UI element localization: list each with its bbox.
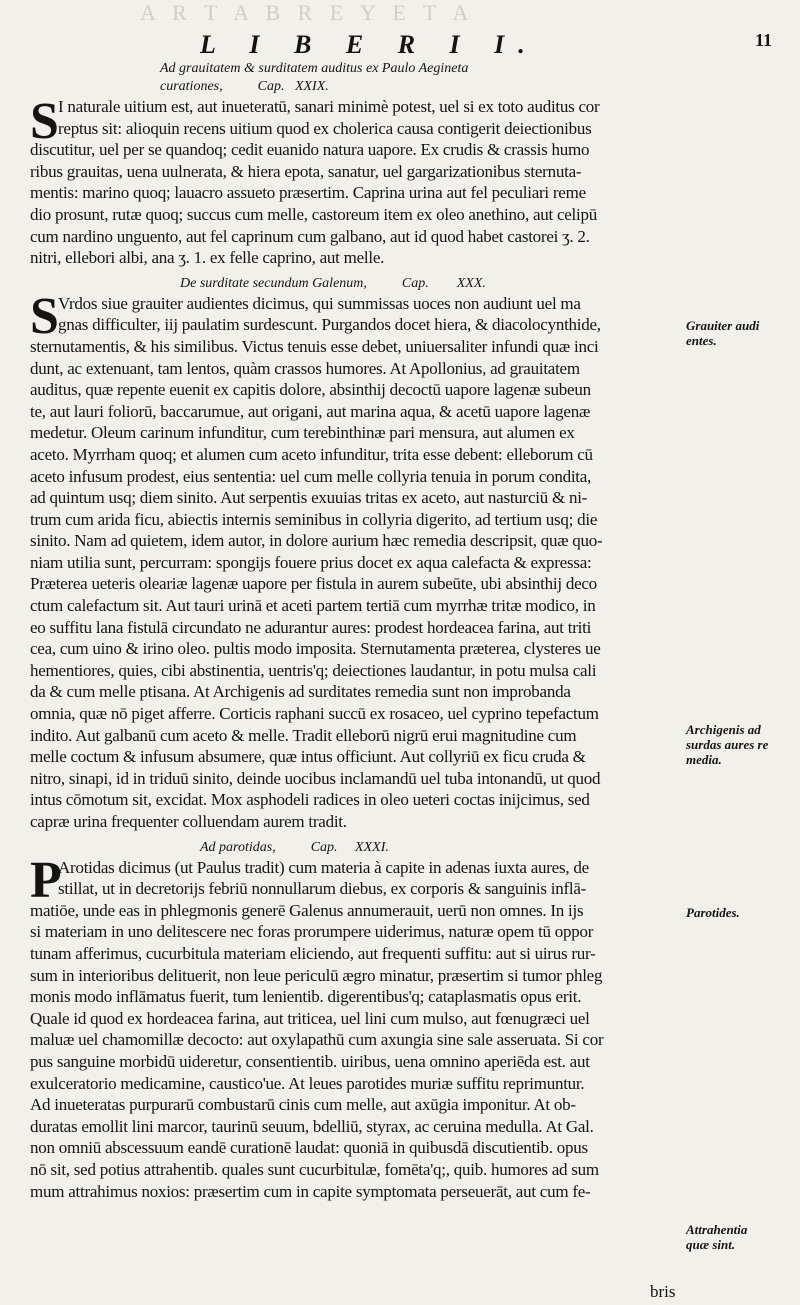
section-heading: De surditate secundum Galenum, Cap. XXX. [180, 275, 486, 291]
text-line: mum attrahimus noxios: præsertim cum in capite symptomata perseuerāt, aut cum fe- [30, 1181, 591, 1201]
text-line: duratas emollit lini marcor, taurinū seuum, bdelliū, styrax, ac ceruina medulla. At Gal. [30, 1116, 594, 1136]
text-line: ad quintum usq; diem sinito. Aut serpentis exuuias tritas ex aceto, aut nasturciū & ni- [30, 488, 588, 508]
text-line: trum cum arida ficu, abiectis internis seminibus in collyria digerito, ad tertium usq; die [30, 509, 598, 529]
margin-note: Archigenis ad surdas aures re media. [686, 722, 769, 767]
text-line: Ad inueteratas purpurarū combustarū cinis cum melle, aut axūgia imponitur. At ob- [30, 1095, 576, 1115]
text-line: cum nardino unguento, aut fel caprinum cum galbano, aut id quod habet castorei ʒ. 2. [30, 226, 590, 246]
section-cap-31 [30, 839, 685, 1203]
text-line: reptus sit: alioquin recens uitium quod ex cholerica causa contigerit deiectionibus [58, 118, 592, 138]
text-line: Vrdos siue grauiter audientes dicimus, qui summissas uoces non audiunt uel ma [58, 293, 581, 313]
text-line: monis modo inflāmatus fuerit, tum lenientib. digerentibus'q; cataplasmatis opus erit. [30, 987, 582, 1007]
text-line: stillat, ut in decretorijs febriū nonnullarum diebus, ex corporis & sanguinis inflā- [58, 879, 587, 899]
text-line: auditus, quæ repente euenit ex capitis dolore, absinthij decoctū uapore lagenæ subeun [30, 380, 591, 400]
main-text-block [30, 60, 685, 1202]
page-number: 11 [755, 30, 773, 50]
text-line: hementiores, quies, cibi abstinentia, uentris'q; deiectiones laudantur, in potu mulsa cali [30, 660, 597, 680]
text-line: matiōe, unde eas in phlegmonis generē Galenus annumerauit, uerū non omnes. In ijs [30, 900, 584, 920]
text-line: aceto infusum prodest, eius sententia: uel cum melle collyria tenuia in porum condita, [30, 466, 592, 486]
text-line: exulceratorio medicamine, caustico'ue. At leues parotides muriæ suffitu reprimuntur. [30, 1073, 585, 1093]
text-line: cea, cum uino & irino oleo. pultis modo imposita. Sternutamenta præterea, clysteres ue [30, 639, 601, 659]
section-cap-30 [30, 275, 685, 833]
text-line: mentis: marino quoq; lauacro assueto præsertim. Caprina urina aut fel peculiari reme [30, 183, 586, 203]
text-line: gnas difficulter, iij paulatim surdescunt. Purgandos docet hiera, & diacolocynthide, [58, 315, 601, 335]
section-cap-29 [30, 60, 685, 269]
margin-note: Attrahentia quæ sint. [686, 1222, 748, 1252]
text-line: aceto. Myrrham quoq; et alumen cum aceto infunditur, trita esse debent: elleborum cū [30, 444, 593, 464]
text-line: non omniū abscessuum eandē curationē laudat: quoniā in quibusdā discutientib. opus [30, 1138, 588, 1158]
text-line: sternutamentis, & his similibus. Victus tenuis esse debet, uniuersaliter infundi quæ inci [30, 336, 599, 356]
section-heading: Ad grauitatem & surditatem auditus ex Paulo Aegineta [160, 61, 469, 76]
text-line: ctum calefactum sit. Aut tauri urinā et aceti partem tertiā cum myrrhæ tritæ modico, in [30, 596, 596, 616]
text-line: indito. Aut galbanū cum aceto & melle. Tradit elleborū nigrū erui magnitudine cum [30, 725, 577, 745]
drop-initial: P [30, 851, 62, 909]
text-line: niam utilia sunt, percurram: spongijs fouere prius docet ex aqua calefacta & expressa: [30, 552, 592, 572]
text-line: omnia, quæ nō piget afferre. Corticis raphani succū ex rosaceo, uel cyprino tepefactum [30, 704, 599, 724]
text-line: sum in interioribus delituerit, non leue periculū ægro minatur, præsertim si tumor phleg [30, 965, 603, 985]
section-heading: curationes, Cap. XXIX. [160, 79, 329, 94]
text-line: Quale id quod ex hordeacea farina, aut triticea, uel lini cum mulso, aut fœnugræci uel [30, 1008, 590, 1028]
show-through-text: A R T A B R E Y E T A [140, 0, 475, 25]
text-line: dunt, ac extenuant, tam lentos, quàm crassos humores. At Apollonius, ad grauitatem [30, 358, 580, 378]
text-line: nitro, sinapi, id in triduū sinito, deinde uocibus inclamandū uel tuba intonandū, ut quod [30, 768, 601, 788]
text-line: melle coctum & infusum absumere, quæ intus officiunt. Aut collyriū ex ficu cruda & [30, 747, 586, 767]
catchword: bris [650, 1282, 676, 1301]
text-line: capræ urina frequenter colluendam aurem tradit. [30, 812, 347, 831]
text-line: te, aut lauri foliorū, baccarumue, aut origani, aut marina aqua, & acetū uapore lagenæ [30, 401, 591, 421]
text-line: medetur. Oleum carinum infunditur, cum terebinthinæ pari mensura, aut alumen ex [30, 423, 575, 443]
text-line: Præterea ueteris oleariæ lagenæ uapore per fistula in aurem subeūte, ubi absinthij deco [30, 574, 597, 594]
text-line: eo suffitu lana fistulā circundato ne adurantur aures: prodest hordeacea farina, aut triti [30, 617, 592, 637]
text-line: nitri, ellebori albi, ana ʒ. 1. ex felle caprino, aut melle. [30, 248, 385, 268]
text-line: maluæ uel chamomillæ decocto: aut oxylapathū cum axungia sine sale asseruata. Si cor [30, 1030, 604, 1050]
margin-note: Parotides. [686, 905, 740, 920]
text-line: nō sit, sed potius attrahentib. quales sunt cucurbitulæ, fomēta'q;, quib. humores ad sum [30, 1159, 599, 1179]
text-line: ribus grauitas, uena uulnerata, & hiera epota, sanatur, uel gargarizationibus sternuta- [30, 161, 582, 181]
text-line: pus sanguine morbidū uideretur, consentientib. uiribus, uena omnino aperiēda est. aut [30, 1051, 590, 1071]
drop-initial: S [30, 287, 59, 345]
text-line: discutitur, uel per se quandoq; cedit euanido natura uapore. Ex crudis & crassis humo [30, 140, 590, 160]
text-line: Arotidas dicimus (ut Paulus tradit) cum materia à capite in adenas iuxta aures, de [58, 857, 589, 877]
section-heading: Ad parotidas, Cap. XXXI. [200, 839, 389, 855]
text-line: tunam afferimus, cucurbitula materiam eliciendo, aut frequenti suffitu: aut si uirus rur- [30, 943, 596, 963]
text-line: I naturale uitium est, aut inueteratū, sanari minimè potest, uel si ex toto auditus cor [58, 97, 600, 116]
text-line: si materiam in uno delitescere nec foras prorumpere uiderimus, naturæ opem tū oppor [30, 922, 594, 942]
text-line: sinito. Nam ad quietem, idem autor, in dolore aurium hæc remedia descripsit, quæ quo- [30, 531, 603, 551]
text-line: dio prosunt, rutæ quoq; succus cum melle, castoreum item ex oleo anethino, aut celipū [30, 204, 598, 224]
text-line: da & cum melle ptisana. At Archigenis ad surditates remedia sunt non improbanda [30, 682, 571, 702]
running-head: L I B E R I I. [200, 30, 539, 59]
drop-initial: S [30, 93, 59, 150]
margin-note: Grauiter audi entes. [686, 318, 760, 348]
text-line: intus cōmotum sit, excidat. Mox asphodeli radices in oleo ueteri coctas inijcimus, sed [30, 790, 590, 810]
